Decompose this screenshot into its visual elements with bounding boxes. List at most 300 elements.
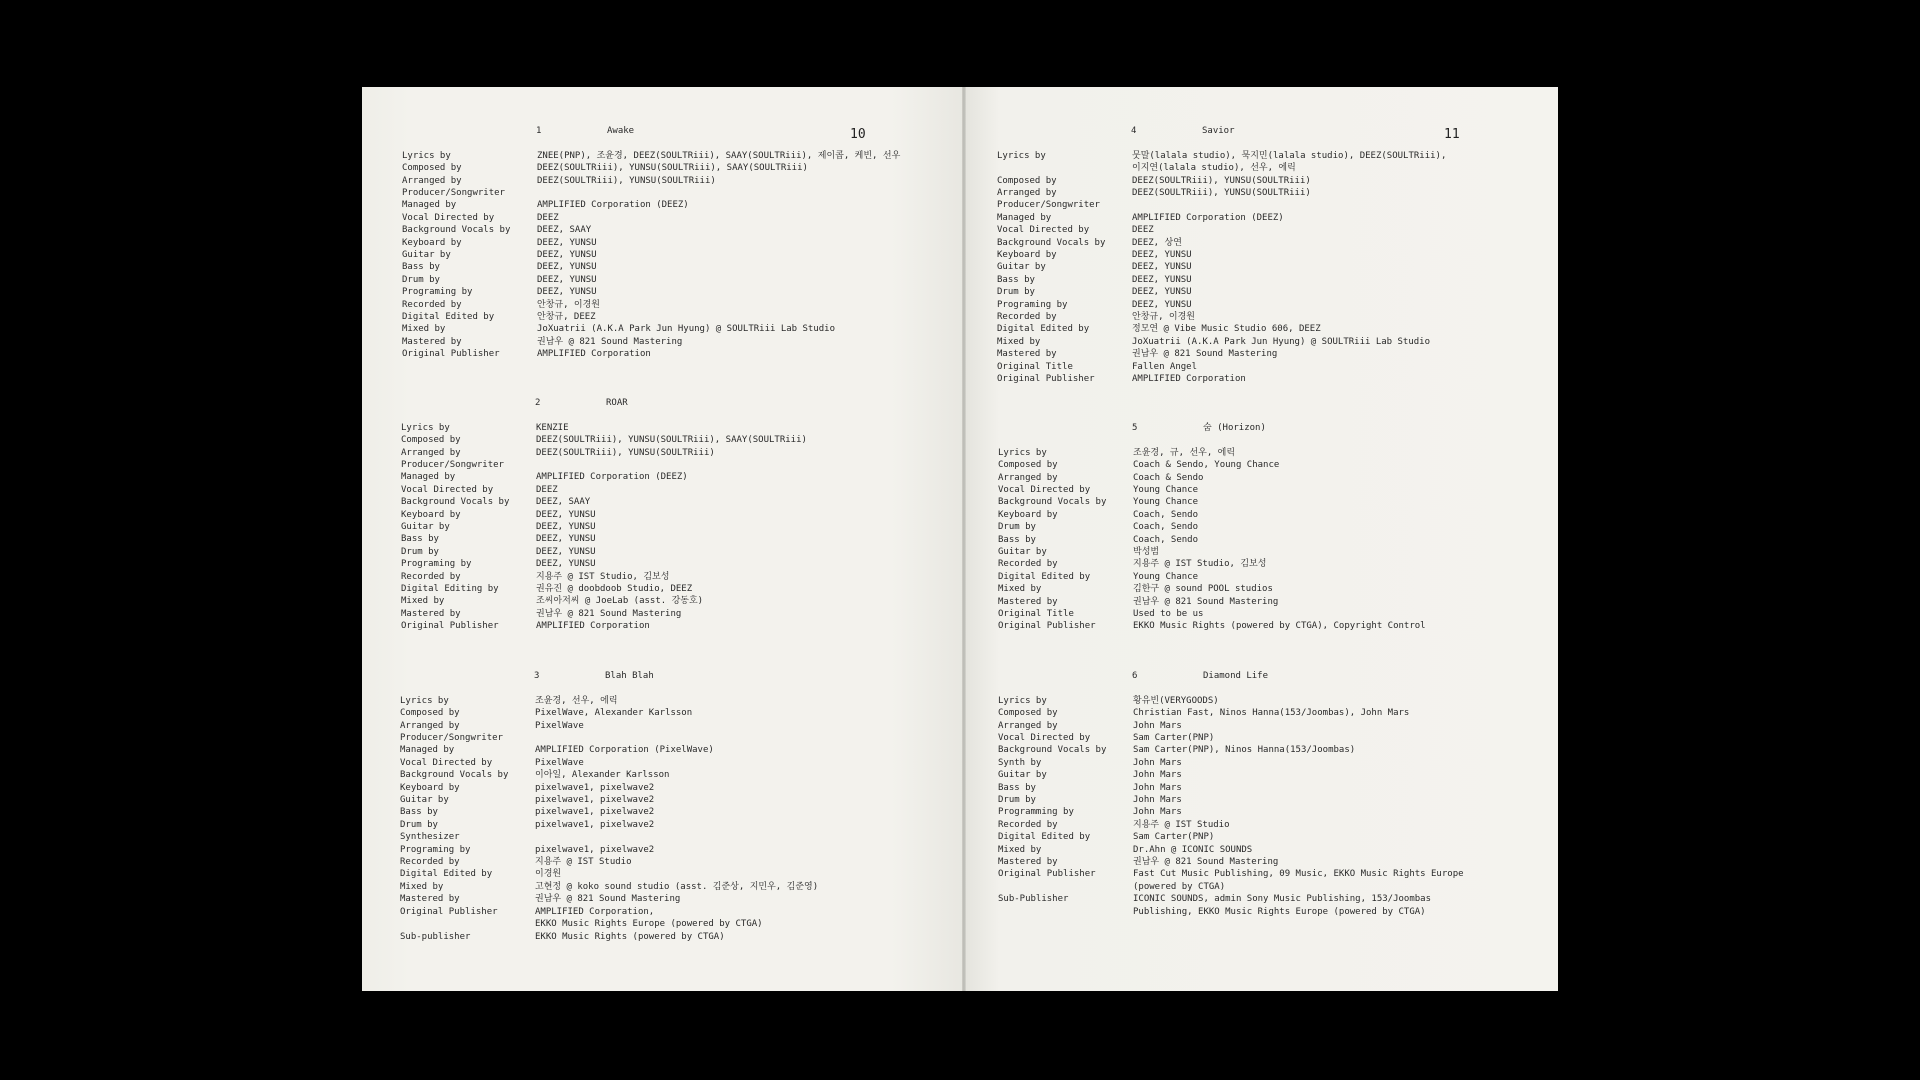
credit-role: Mastered by — [998, 857, 1058, 868]
credit-value: 황유빈(VERYGOODS) — [1133, 695, 1219, 706]
credit-value: JoXuatrii (A.K.A Park Jun Hyung) @ SOULTRiii Lab Studio — [1132, 336, 1431, 347]
credit-row — [998, 893, 1548, 905]
track-credits-4 — [997, 125, 1537, 386]
credit-role: Mixed by — [998, 844, 1042, 855]
credit-value: Sam Carter(PNP) — [1133, 733, 1215, 743]
credit-row — [400, 806, 940, 818]
credit-role — [997, 162, 1132, 174]
credit-value: pixelwave1, pixelwave2 — [535, 819, 655, 830]
credit-role: Composed by — [998, 708, 1058, 719]
track-number: 1 — [536, 126, 542, 136]
credit-row — [997, 323, 1537, 335]
credit-value: 안창규, 이경원 — [1132, 312, 1196, 323]
credit-row — [997, 311, 1537, 323]
credits-list — [400, 695, 940, 943]
credit-value: DEEZ, 상연 — [1132, 237, 1182, 248]
credit-value: pixelwave1, pixelwave2 — [535, 844, 655, 855]
credit-value: EKKO Music Rights Europe (powered by CTGA) — [535, 919, 763, 930]
credit-row — [998, 844, 1548, 856]
credit-row — [402, 162, 942, 174]
credit-value: Fast Cut Music Publishing, 09 Music, EKKO Music Rights Europe — [1133, 869, 1464, 880]
credit-role: Arranged by — [401, 447, 461, 458]
track-heading — [400, 670, 940, 682]
credit-row — [400, 931, 940, 943]
credit-value: DEEZ, YUNSU — [1132, 250, 1192, 261]
credit-row — [998, 534, 1538, 546]
credit-row — [997, 150, 1537, 162]
track-number: 3 — [534, 671, 540, 681]
credit-role: Arranged by — [997, 188, 1057, 198]
credit-row — [401, 583, 941, 595]
credit-row — [998, 906, 1548, 918]
credit-value: DEEZ(SOULTRiii), YUNSU(SOULTRiii) — [537, 175, 716, 186]
credit-role: Bass by — [998, 534, 1036, 545]
credit-value — [537, 187, 942, 199]
credit-role: Recorded by — [402, 299, 462, 310]
credit-role: Recorded by — [400, 857, 460, 868]
credit-value: 고현정 @ koko sound studio (asst. 김준상, 지민우, 김준영) — [535, 881, 819, 892]
credit-row — [401, 533, 941, 545]
credit-value: DEEZ(SOULTRiii), YUNSU(SOULTRiii), SAAY(SOULTRiii) — [537, 163, 808, 174]
credit-value: DEEZ, YUNSU — [1132, 299, 1192, 310]
credit-row — [998, 496, 1538, 508]
credit-row — [997, 373, 1537, 385]
credit-row — [402, 199, 942, 211]
credit-row — [401, 546, 941, 558]
credit-row — [402, 348, 942, 360]
credit-value: DEEZ, YUNSU — [537, 237, 597, 248]
credit-role: Composed by — [400, 708, 460, 719]
credit-role: Drum by — [401, 546, 439, 557]
credit-role: Mastered by — [400, 894, 460, 905]
credit-row — [400, 782, 940, 794]
credit-row — [998, 546, 1538, 558]
credit-row — [402, 249, 942, 261]
credit-role: Mixed by — [998, 584, 1042, 595]
credit-role: Producer/Songwriter — [402, 188, 505, 198]
credit-row — [997, 224, 1537, 236]
credit-value: (powered by CTGA) — [1133, 881, 1226, 892]
credit-row — [401, 509, 941, 521]
credit-role: Synthesizer — [400, 832, 460, 843]
credit-role: Keyboard by — [998, 509, 1058, 520]
credit-row — [998, 608, 1538, 620]
credit-value: AMPLIFIED Corporation (DEEZ) — [536, 472, 688, 483]
track-title: Diamond Life — [1203, 671, 1269, 681]
credit-value: 안창규, DEEZ — [537, 312, 596, 323]
credit-role: Lyrics by — [401, 422, 450, 433]
credit-role: Bass by — [400, 807, 438, 818]
credit-role: Managed by — [402, 200, 457, 211]
credit-row — [400, 918, 940, 930]
credit-row — [998, 484, 1538, 496]
credit-role: Synth by — [998, 757, 1042, 768]
credit-role: Digital Edited by — [402, 312, 495, 323]
credit-row — [997, 336, 1537, 348]
credit-role: Recorded by — [401, 571, 461, 582]
credit-row — [997, 187, 1537, 199]
credit-row — [998, 782, 1548, 794]
credit-row — [402, 212, 942, 224]
credit-row — [401, 422, 941, 434]
credit-value: DEEZ(SOULTRiii), YUNSU(SOULTRiii) — [536, 447, 715, 458]
credit-value: 이아일, Alexander Karlsson — [535, 770, 670, 781]
credit-role: Vocal Directed by — [998, 485, 1091, 495]
credit-row — [401, 558, 941, 570]
credit-value: AMPLIFIED Corporation — [1132, 374, 1246, 385]
credit-row — [400, 732, 940, 744]
credit-row — [998, 521, 1538, 533]
credit-value: DEEZ, YUNSU — [1132, 274, 1192, 285]
credit-role: Producer/Songwriter — [997, 200, 1100, 211]
credit-role: Original Title — [998, 609, 1074, 620]
credit-role: Arranged by — [400, 720, 460, 731]
credit-role: Arranged by — [998, 720, 1058, 731]
credit-role: Bass by — [997, 274, 1035, 285]
credit-value — [1132, 199, 1537, 211]
credit-row — [400, 794, 940, 806]
credit-value: DEEZ, YUNSU — [537, 274, 597, 285]
credit-role: Digital Edited by — [998, 832, 1091, 843]
credit-row — [402, 150, 942, 162]
credits-list — [401, 422, 941, 633]
credit-role: Vocal Directed by — [402, 212, 495, 223]
credit-value: EKKO Music Rights (powered by CTGA), Copyright Control — [1133, 621, 1426, 632]
credit-value: 조윤경, 선우, 에릭 — [535, 695, 618, 706]
track-credits-6 — [998, 670, 1548, 918]
credit-value: Coach, Sendo — [1133, 534, 1199, 545]
credit-value: Coach & Sendo, Young Chance — [1133, 460, 1280, 471]
track-heading — [997, 125, 1537, 137]
credit-row — [400, 707, 940, 719]
credit-row — [997, 286, 1537, 298]
credit-row — [402, 187, 942, 199]
credit-value: 권남우 @ 821 Sound Mastering — [536, 608, 682, 619]
credit-value — [535, 732, 940, 744]
credit-value: Used to be us — [1133, 609, 1204, 620]
credit-value: 안창규, 이경원 — [537, 299, 601, 310]
credit-row — [997, 237, 1537, 249]
credit-row — [998, 881, 1548, 893]
credit-value: 김한구 @ sound POOL studios — [1133, 584, 1273, 595]
track-heading — [998, 670, 1548, 682]
credit-value: DEEZ, YUNSU — [1132, 262, 1192, 273]
track-number: 6 — [1132, 671, 1138, 681]
credit-role: Original Publisher — [401, 621, 499, 632]
credit-row — [401, 496, 941, 508]
credit-role: Guitar by — [998, 770, 1047, 781]
credit-role: Composed by — [402, 163, 462, 174]
credit-value: 권유진 @ doobdoob Studio, DEEZ — [536, 584, 693, 595]
credit-value: 정모연 @ Vibe Music Studio 606, DEEZ — [1132, 324, 1321, 335]
credit-role: Keyboard by — [400, 782, 460, 793]
credit-value: DEEZ, SAAY — [536, 497, 591, 508]
credit-row — [997, 212, 1537, 224]
credit-value: DEEZ, YUNSU — [536, 534, 596, 545]
credit-value: Young Chance — [1133, 485, 1199, 495]
credit-role: Original Publisher — [997, 374, 1095, 385]
track-title: ROAR — [606, 398, 628, 408]
credit-role: Managed by — [997, 212, 1052, 223]
credit-row — [997, 299, 1537, 311]
credit-role: Mastered by — [401, 608, 461, 619]
credit-row — [402, 237, 942, 249]
credit-role: Producer/Songwriter — [401, 460, 504, 470]
credit-value: AMPLIFIED Corporation (PixelWave) — [535, 745, 714, 756]
credit-row — [400, 695, 940, 707]
credit-role: Sub-publisher — [400, 931, 471, 942]
credit-value: DEEZ(SOULTRiii), YUNSU(SOULTRiii) — [1132, 188, 1311, 198]
credit-value: DEEZ, YUNSU — [537, 262, 597, 273]
credit-role: Mixed by — [997, 336, 1041, 347]
credit-role: Mastered by — [997, 349, 1057, 360]
credit-value — [535, 831, 940, 843]
credit-row — [400, 881, 940, 893]
track-title: Savior — [1202, 126, 1235, 136]
credit-row — [400, 831, 940, 843]
credit-row — [400, 720, 940, 732]
credit-role: Mixed by — [400, 881, 444, 892]
track-title: Awake — [607, 126, 635, 136]
credits-list — [402, 150, 942, 361]
credits-list — [998, 695, 1548, 918]
credit-role: Background Vocals by — [998, 497, 1107, 508]
credit-row — [400, 906, 940, 918]
page-number: 11 — [1444, 127, 1460, 142]
credit-role: Programming by — [998, 807, 1074, 818]
credit-value: John Mars — [1133, 795, 1182, 806]
credit-value: 지용주 @ IST Studio — [535, 857, 632, 868]
credit-row — [402, 261, 942, 273]
credit-role: Programing by — [400, 844, 471, 855]
credit-role: Producer/Songwriter — [400, 733, 503, 743]
credit-role: Arranged by — [998, 472, 1058, 483]
credit-value: John Mars — [1133, 782, 1182, 793]
credit-value: DEEZ, YUNSU — [536, 522, 596, 533]
credit-row — [998, 447, 1538, 459]
credit-value: Coach, Sendo — [1133, 522, 1199, 533]
credit-row — [402, 299, 942, 311]
credit-role: Recorded by — [997, 312, 1057, 323]
credit-role: Lyrics by — [400, 695, 449, 706]
credit-row — [997, 175, 1537, 187]
credit-value: 이경원 — [535, 869, 562, 880]
credit-role — [998, 906, 1133, 918]
credit-value: Christian Fast, Ninos Hanna(153/Joombas), John Mars — [1133, 708, 1410, 719]
credit-row — [402, 224, 942, 236]
credit-row — [998, 732, 1548, 744]
credit-value: 권남우 @ 821 Sound Mastering — [1132, 349, 1278, 360]
credit-row — [998, 558, 1538, 570]
credit-value: Young Chance — [1133, 571, 1199, 582]
credit-role: Original Publisher — [998, 621, 1096, 632]
credit-value: 이지연(lalala studio), 선우, 에릭 — [1132, 163, 1296, 174]
credit-row — [998, 831, 1548, 843]
credit-role: Original Publisher — [998, 869, 1096, 880]
credit-role: Bass by — [401, 534, 439, 545]
track-heading — [402, 125, 942, 137]
credit-value: John Mars — [1133, 770, 1182, 781]
credit-role: Digital Edited by — [998, 571, 1091, 582]
credit-row — [998, 856, 1548, 868]
credit-value: John Mars — [1133, 807, 1182, 818]
credit-row — [400, 769, 940, 781]
credit-role: Background Vocals by — [402, 225, 511, 236]
credit-value: Sam Carter(PNP), Ninos Hanna(153/Joombas) — [1133, 745, 1356, 756]
credit-value: 권남우 @ 821 Sound Mastering — [1133, 596, 1279, 607]
credit-role: Bass by — [998, 782, 1036, 793]
credit-value: 박성범 — [1133, 547, 1160, 558]
credit-row — [402, 274, 942, 286]
credit-row — [998, 720, 1548, 732]
credit-role: Guitar by — [401, 522, 450, 533]
credit-value: Dr.Ahn @ ICONIC SOUNDS — [1133, 844, 1253, 855]
credit-row — [401, 484, 941, 496]
credits-list — [997, 150, 1537, 386]
credit-value: 지용주 @ IST Studio, 김보성 — [536, 571, 670, 582]
credit-row — [402, 286, 942, 298]
credit-value: ZNEE(PNP), 조윤경, DEEZ(SOULTRiii), SAAY(SOULTRiii), 제이콥, 케빈, 선우 — [537, 150, 901, 161]
credit-value: AMPLIFIED Corporation — [536, 621, 650, 632]
left-page — [362, 87, 964, 991]
credit-role: Composed by — [998, 460, 1058, 471]
credit-role: Guitar by — [997, 262, 1046, 273]
credit-role: Programing by — [402, 287, 473, 298]
credit-role: Programing by — [401, 559, 472, 570]
credit-value: DEEZ(SOULTRiii), YUNSU(SOULTRiii), SAAY(SOULTRiii) — [536, 435, 807, 446]
credit-row — [401, 620, 941, 632]
credit-row — [998, 509, 1538, 521]
credit-value: DEEZ, YUNSU — [536, 559, 596, 570]
credit-role: Background Vocals by — [998, 745, 1107, 756]
credit-row — [998, 472, 1538, 484]
track-heading — [401, 397, 941, 409]
credit-value: pixelwave1, pixelwave2 — [535, 795, 655, 806]
credit-role: Guitar by — [402, 250, 451, 261]
credit-row — [998, 695, 1548, 707]
credit-value: 권남우 @ 821 Sound Mastering — [537, 336, 683, 347]
credit-row — [997, 261, 1537, 273]
credit-role: Mixed by — [401, 596, 445, 607]
track-number: 2 — [535, 398, 541, 408]
credit-row — [401, 459, 941, 471]
credit-row — [998, 596, 1538, 608]
credit-role: Original Publisher — [400, 906, 498, 917]
credit-role: Original Publisher — [402, 349, 500, 360]
credit-row — [401, 471, 941, 483]
credit-role: Background Vocals by — [401, 497, 510, 508]
credit-value: Coach & Sendo — [1133, 472, 1204, 483]
credit-row — [998, 769, 1548, 781]
credit-value: 권남우 @ 821 Sound Mastering — [1133, 857, 1279, 868]
credit-value: AMPLIFIED Corporation (DEEZ) — [1132, 212, 1284, 223]
right-page — [964, 87, 1558, 991]
credit-row — [998, 806, 1548, 818]
credit-value: DEEZ(SOULTRiii), YUNSU(SOULTRiii) — [1132, 175, 1311, 186]
credit-row — [997, 348, 1537, 360]
track-title: Blah Blah — [605, 671, 654, 681]
track-title: 숨 (Horizon) — [1203, 423, 1266, 433]
credit-row — [997, 274, 1537, 286]
credit-row — [997, 199, 1537, 211]
credit-row — [998, 757, 1548, 769]
track-credits-5 — [998, 422, 1538, 633]
credit-value: DEEZ, YUNSU — [1132, 287, 1192, 298]
credit-row — [402, 323, 942, 335]
credit-value: PixelWave — [535, 720, 584, 731]
credit-value: AMPLIFIED Corporation (DEEZ) — [537, 200, 689, 211]
credit-role: Guitar by — [400, 795, 449, 806]
credit-role: Mixed by — [402, 324, 446, 335]
credit-value: 지용주 @ IST Studio — [1133, 819, 1230, 830]
credit-row — [401, 571, 941, 583]
credit-row — [400, 744, 940, 756]
credit-value: pixelwave1, pixelwave2 — [535, 807, 655, 818]
credit-role: Drum by — [402, 274, 440, 285]
credit-role: Vocal Directed by — [401, 484, 494, 495]
credit-row — [998, 707, 1548, 719]
credit-row — [997, 162, 1537, 174]
credit-row — [402, 336, 942, 348]
credit-row — [402, 311, 942, 323]
credit-role: Drum by — [998, 522, 1036, 533]
credit-row — [998, 571, 1538, 583]
credit-row — [998, 459, 1538, 471]
credit-role: Keyboard by — [401, 509, 461, 520]
credit-role: Vocal Directed by — [997, 225, 1090, 236]
credit-value: EKKO Music Rights (powered by CTGA) — [535, 931, 725, 942]
credit-role: Vocal Directed by — [998, 733, 1091, 743]
track-number: 5 — [1132, 423, 1138, 433]
credit-row — [401, 521, 941, 533]
credit-row — [997, 249, 1537, 261]
credit-row — [400, 819, 940, 831]
credit-value: DEEZ, YUNSU — [537, 287, 597, 298]
credit-role: Vocal Directed by — [400, 757, 493, 768]
credit-row — [401, 608, 941, 620]
credit-value: Fallen Angel — [1132, 361, 1198, 372]
credit-value: AMPLIFIED Corporation, — [535, 906, 655, 917]
credit-role: Drum by — [400, 819, 438, 830]
credit-role: Original Title — [997, 361, 1073, 372]
credits-list — [998, 447, 1538, 633]
credit-role: Composed by — [401, 435, 461, 446]
credit-value: KENZIE — [536, 422, 569, 433]
credit-row — [400, 757, 940, 769]
credit-role: Lyrics by — [998, 695, 1047, 706]
credit-role: Bass by — [402, 262, 440, 273]
credit-row — [997, 361, 1537, 373]
credit-role: Keyboard by — [997, 250, 1057, 261]
credit-row — [400, 844, 940, 856]
credit-role: Digital Editing by — [401, 584, 499, 595]
credit-value: DEEZ — [1132, 225, 1154, 236]
credit-role: Programing by — [997, 299, 1068, 310]
book-spine — [962, 87, 966, 991]
credit-row — [998, 744, 1548, 756]
credit-value: DEEZ, YUNSU — [536, 546, 596, 557]
credit-value: PixelWave — [535, 757, 584, 768]
credit-value: John Mars — [1133, 720, 1182, 731]
credit-row — [998, 794, 1548, 806]
track-credits-2 — [401, 397, 941, 633]
credit-role — [400, 918, 535, 930]
credit-row — [400, 856, 940, 868]
credit-role: Digital Edited by — [400, 869, 493, 880]
credit-row — [400, 868, 940, 880]
credit-row — [998, 620, 1538, 632]
credit-role: Managed by — [400, 745, 455, 756]
